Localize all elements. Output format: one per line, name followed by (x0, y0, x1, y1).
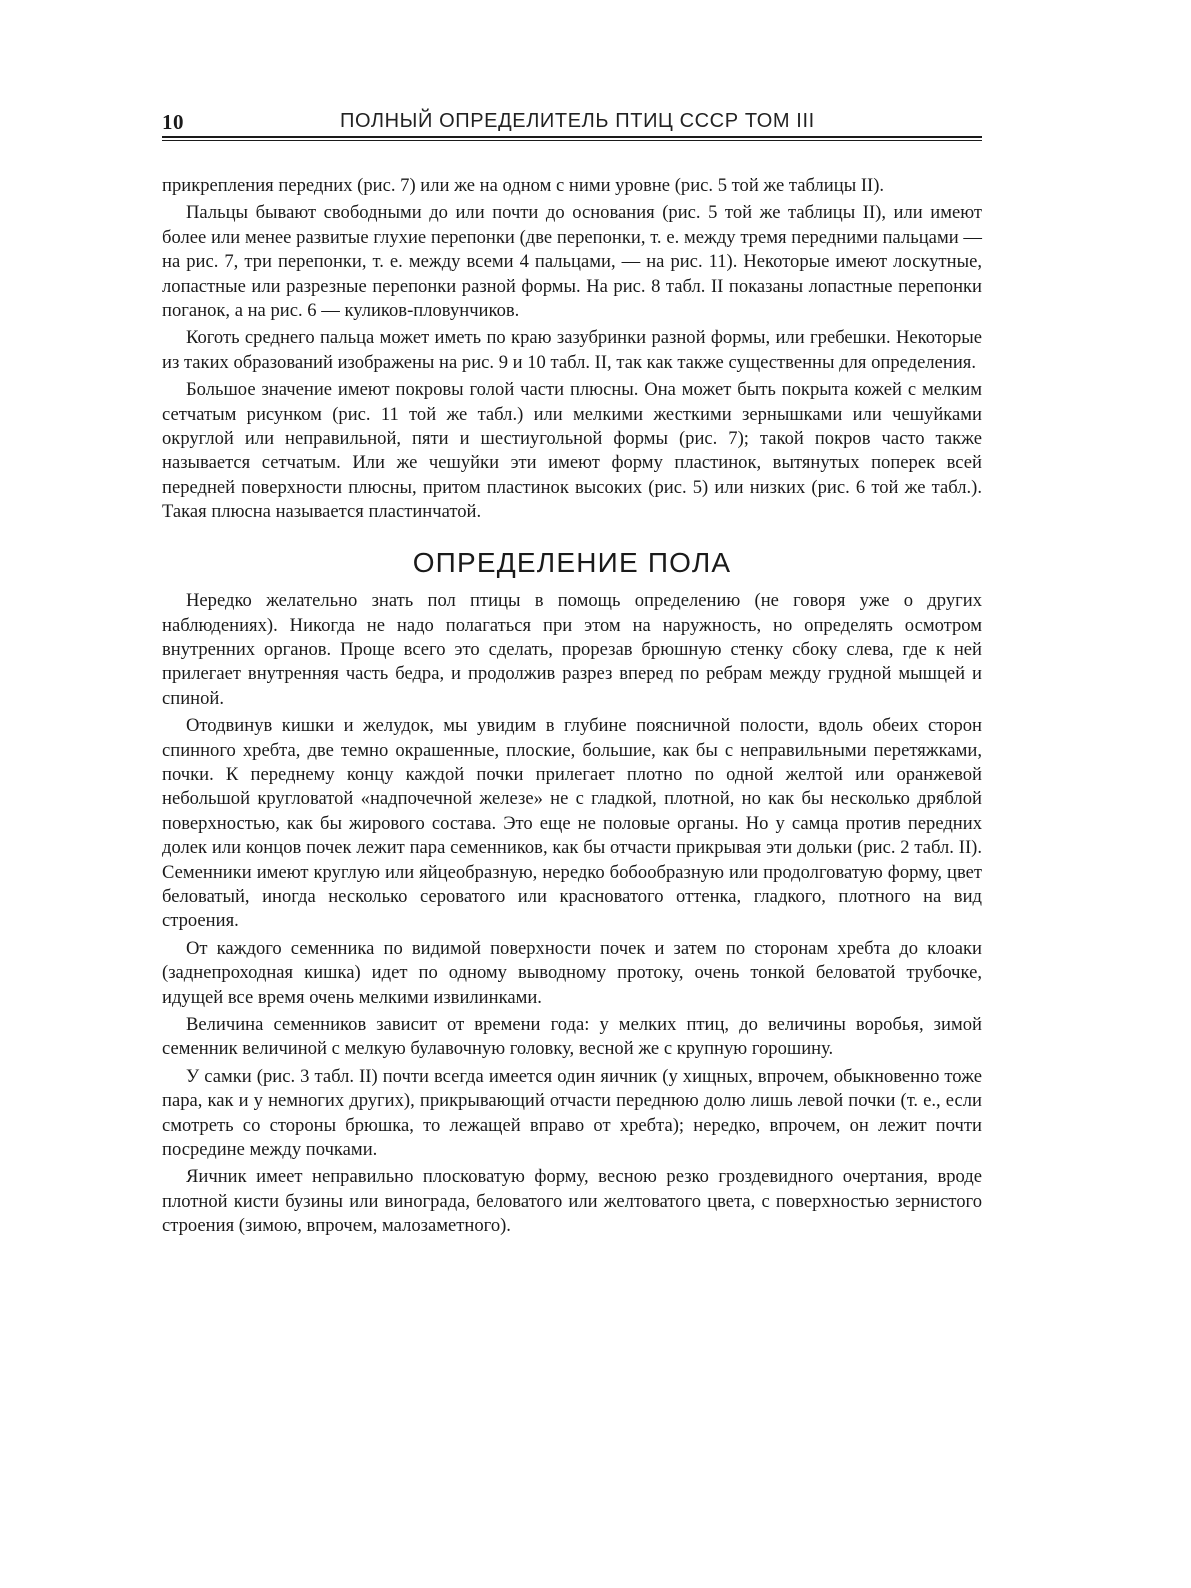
header-rule-thin (162, 140, 982, 141)
running-head (162, 104, 982, 140)
body-text (162, 174, 982, 1239)
page-number: 10 (162, 110, 184, 134)
paragraph: Отодвинув кишки и желудок, мы увидим в глубине поясничной полости, вдоль обеих сторон спинного хребта, две темно окрашенные, плоские, большие, как бы с неправильными перетяжками, почки. К переднему концу каждой почки прилегает плотно по одной желтой или оранжевой небольшой кругловатой «надпочечной железе» не с гладкой, плотной, но как бы несколько дряблой поверхностью, как бы жирового состава. Это еще не половые органы. Но у самца против передних долек или концов почек лежит пара семенников, как бы отчасти прикрывая эти дольки (рис. 2 табл. II). Семенники имеют круглую или яйцеобразную, нередко бобообразную или продолговатую форму, цвет беловатый, иногда несколько сероватого или красноватого оттенка, гладкого, плотного на вид строения. (162, 715, 982, 932)
running-title: ПОЛНЫЙ ОПРЕДЕЛИТЕЛЬ ПТИЦ СССР ТОМ III (340, 110, 815, 132)
paragraph: У самки (рис. 3 табл. II) почти всегда имеется один яичник (у хищных, впрочем, обыкновенно тоже пара, как и у немногих других), прикрывающий отчасти переднюю долю лишь левой почки (т. е., если смотреть со стороны брюшка, то лежащей вправо от хребта); нередко, впрочем, он лежит почти посредине между почками. (162, 1065, 982, 1161)
section-heading: ОПРЕДЕЛЕНИЕ ПОЛА (412, 546, 732, 578)
paragraph: Большое значение имеют покровы голой части плюсны. Она может быть покрыта кожей с мелким сетчатым рисунком (рис. 11 той же табл.) или мелкими жесткими зернышками или чешуйками округлой или неправильной, пяти и шестиугольной формы (рис. 7); такой покров часто также называется сетчатым. Или же чешуйки эти имеют форму пластинок, вытянутых поперек всей передней поверхности плюсны, притом пластинок высоких (рис. 5) или низких (рис. 6 той же табл.). Такая плюсна называется пластинчатой. (162, 379, 982, 523)
paragraph: Яичник имеет неправильно плосковатую форму, весною резко гроздевидного очертания, вроде плотной кисти бузины или винограда, беловатого или желтоватого цвета, с поверхностью зернистого строения (зимою, впрочем, малозаметного). (162, 1166, 982, 1237)
paragraph: Величина семенников зависит от времени года: у мелких птиц, до величины воробья, зимой семенник величиной с мелкую булавочную головку, весной же с крупную горошину. (162, 1014, 982, 1060)
paragraph: Нередко желательно знать пол птицы в помощь определению (не говоря уже о других наблюдениях). Никогда не надо полагаться при этом на наружность, но определять осмотром внутренних органов. Проще всего это сделать, прорезав брюшную стенку сбоку слева, где к ней прилегает внутренняя часть бедра, и продолжив разрез вперед по ребрам между грудной мышцей и спиной. (162, 590, 982, 709)
paragraph: прикрепления передних (рис. 7) или же на одном с ними уровне (рис. 5 той же таблицы II). (162, 175, 885, 196)
paragraph: Пальцы бывают свободными до или почти до основания (рис. 5 той же таблицы II), или имеют более или менее развитые глухие перепонки (две перепонки, т. е. между тремя передними пальцами — на рис. 7, три перепонки, т. е. между всеми 4 пальцами, — на рис. 11). Некоторые имеют лоскутные, лопастные или разрезные перепонки разной формы. На рис. 8 табл. II показаны лопастные перепонки поганок, а на рис. 6 — куликов-пловунчиков. (162, 202, 982, 322)
paragraph: От каждого семенника по видимой поверхности почек и затем по сторонам хребта до клоаки (заднепроходная кишка) идет по одному выводному протоку, очень тонкой беловатой трубочке, идущей все время очень мелкими извилинками. (162, 937, 982, 1008)
paragraph: Коготь среднего пальца может иметь по краю зазубринки разной формы, или гребешки. Некоторые из таких образований изображены на рис. 9 и 10 табл. II, так как также существенны для определения. (162, 327, 982, 373)
header-rule (162, 136, 982, 138)
book-page (162, 104, 982, 1239)
